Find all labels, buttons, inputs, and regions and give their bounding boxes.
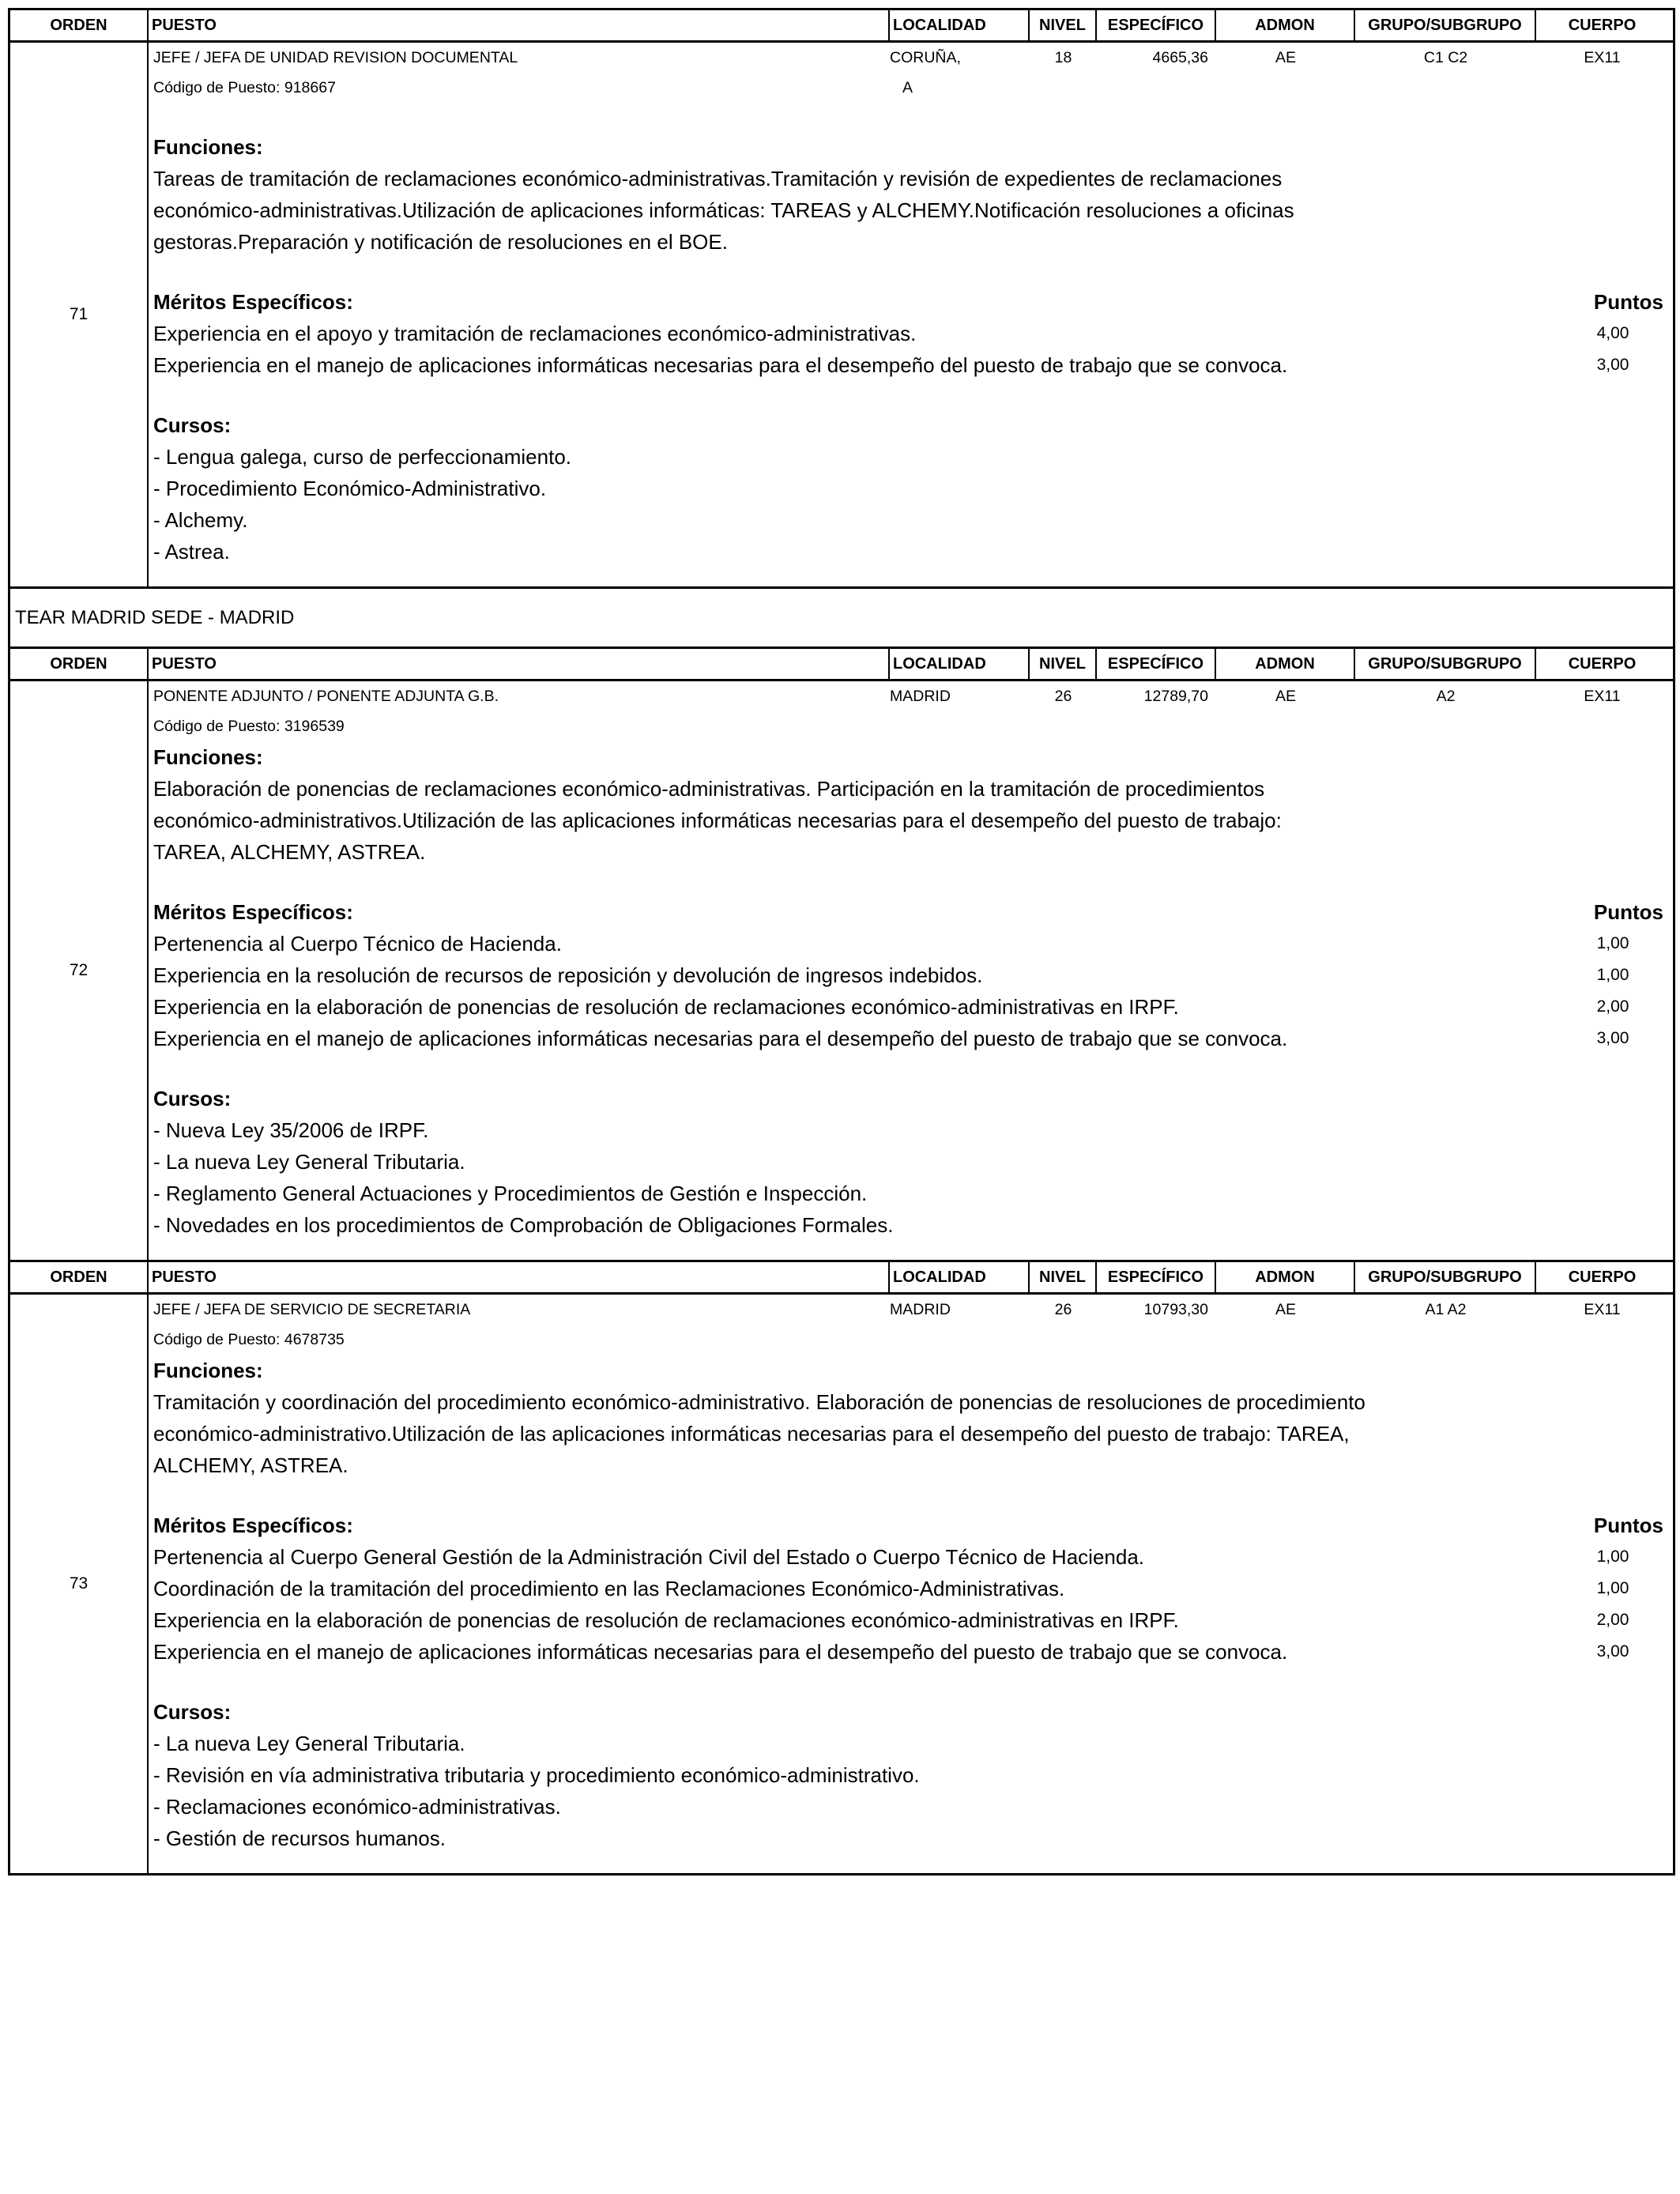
funciones-line: gestoras.Preparación y notificación de resoluciones en el BOE. <box>153 229 728 254</box>
entry-puesto: JEFE / JEFA DE SERVICIO DE SECRETARIA <box>153 1300 471 1318</box>
entry-especifico: 4665,36 <box>1152 48 1208 66</box>
merit-points: 4,00 <box>1596 324 1629 342</box>
merit-points: 1,00 <box>1596 1579 1629 1597</box>
header-localidad: LOCALIDAD <box>890 649 1030 679</box>
header-admon: ADMON <box>1216 649 1355 679</box>
curso-item: - Lengua galega, curso de perfeccionamiento. <box>153 444 572 469</box>
table-header <box>10 649 1673 681</box>
entry-codigo: Código de Puesto: 4678735 <box>153 1330 345 1348</box>
entry-main-row <box>153 43 1668 73</box>
header-nivel: NIVEL <box>1030 649 1097 679</box>
merit-row <box>153 1636 1668 1668</box>
header-especifico: ESPECÍFICO <box>1097 649 1216 679</box>
entry-73 <box>10 1295 1673 1875</box>
table-header <box>10 10 1673 43</box>
entry-codigo-row <box>153 73 1668 103</box>
header-nivel: NIVEL <box>1030 1262 1097 1292</box>
header-puesto: PUESTO <box>149 649 890 679</box>
entry-body <box>149 681 1668 1260</box>
curso-item: - Procedimiento Económico-Administrativo. <box>153 476 547 500</box>
curso-item: - Revisión en vía administrativa tributaria y procedimiento económico-administrativo. <box>153 1762 920 1787</box>
entry-localidad: CORUÑA, <box>890 48 961 66</box>
entry-puesto: JEFE / JEFA DE UNIDAD REVISION DOCUMENTAL <box>153 48 518 66</box>
header-orden: ORDEN <box>10 1262 149 1292</box>
entry-cuerpo: EX11 <box>1584 48 1621 66</box>
entry-codigo-row <box>153 711 1668 741</box>
merit-row <box>153 1541 1668 1573</box>
meritos-title <box>153 1510 1668 1541</box>
entry-nivel: 18 <box>1054 48 1072 66</box>
header-admon: ADMON <box>1216 1262 1355 1292</box>
curso-item: - Reclamaciones económico-administrativas. <box>153 1794 561 1819</box>
entry-body <box>149 1295 1668 1873</box>
entry-especifico: 12789,70 <box>1143 687 1208 705</box>
merit-text: Pertenencia al Cuerpo Técnico de Hacienda. <box>153 931 562 956</box>
funciones-title: Funciones: <box>153 745 263 769</box>
entry-localidad: MADRID <box>890 687 951 705</box>
entry-nivel: 26 <box>1054 687 1072 705</box>
entry-admon: AE <box>1275 48 1296 66</box>
header-puesto: PUESTO <box>149 10 890 40</box>
funciones-line: económico-administrativo.Utilización de las aplicaciones informáticas necesarias para el desempeño del puesto de trabajo: TAREA, <box>153 1421 1350 1446</box>
merit-row <box>153 349 1668 381</box>
merit-row <box>153 991 1668 1023</box>
funciones-line: TAREA, ALCHEMY, ASTREA. <box>153 839 426 864</box>
header-cuerpo: CUERPO <box>1568 1268 1637 1286</box>
meritos-label: Méritos Específicos: <box>153 289 353 314</box>
funciones-line: económico-administrativos.Utilización de las aplicaciones informáticas necesarias para el desempeño del puesto de trabajo: <box>153 808 1282 832</box>
entry-grupo: A2 <box>1436 687 1456 705</box>
merit-text: Pertenencia al Cuerpo General Gestión de la Administración Civil del Estado o Cuerpo Técnico de Hacienda. <box>153 1544 1145 1569</box>
merit-text: Experiencia en el apoyo y tramitación de reclamaciones económico-administrativas. <box>153 321 917 345</box>
entry-orden: 73 <box>10 1295 149 1873</box>
curso-item: - Reglamento General Actuaciones y Procedimientos de Gestión e Inspección. <box>153 1181 868 1205</box>
merit-text: Experiencia en el manejo de aplicaciones informáticas necesarias para el desempeño del puesto de trabajo que se convoca. <box>153 1026 1288 1050</box>
entry-nivel: 26 <box>1054 1300 1072 1318</box>
funciones-line: Tareas de tramitación de reclamaciones económico-administrativas.Tramitación y revisión de expedientes de reclamaciones <box>153 166 1283 190</box>
header-especifico: ESPECÍFICO <box>1097 1262 1216 1292</box>
funciones-title: Funciones: <box>153 1358 263 1382</box>
header-admon: ADMON <box>1216 10 1355 40</box>
entry-codigo: Código de Puesto: 3196539 <box>153 717 345 735</box>
entry-72 <box>10 681 1673 1262</box>
header-nivel: NIVEL <box>1030 10 1097 40</box>
header-localidad: LOCALIDAD <box>890 1262 1030 1292</box>
merit-row <box>153 928 1668 959</box>
sede-heading: TEAR MADRID SEDE - MADRID <box>10 589 1673 649</box>
meritos-title <box>153 286 1668 318</box>
merit-text: Experiencia en el manejo de aplicaciones informáticas necesarias para el desempeño del puesto de trabajo que se convoca. <box>153 1639 1288 1664</box>
entry-admon: AE <box>1275 687 1296 705</box>
curso-item: - Gestión de recursos humanos. <box>153 1826 446 1850</box>
merit-row <box>153 1573 1668 1604</box>
document-table <box>8 8 1675 1875</box>
curso-item: - La nueva Ley General Tributaria. <box>153 1731 465 1755</box>
header-orden: ORDEN <box>10 10 149 40</box>
entry-main-row <box>153 681 1668 711</box>
entry-puesto: PONENTE ADJUNTO / PONENTE ADJUNTA G.B. <box>153 687 499 705</box>
cursos-title: Cursos: <box>153 413 232 437</box>
header-cuerpo: CUERPO <box>1568 16 1637 34</box>
funciones-line: económico-administrativas.Utilización de aplicaciones informáticas: TAREAS y ALCHEMY.Notificación resoluciones a oficinas <box>153 198 1294 222</box>
header-localidad: LOCALIDAD <box>890 10 1030 40</box>
merit-points: 1,00 <box>1596 934 1629 952</box>
entry-orden: 71 <box>10 43 149 586</box>
funciones-line: Elaboración de ponencias de reclamaciones económico-administrativas. Participación en la tramitación de procedimientos <box>153 776 1265 801</box>
entry-cuerpo: EX11 <box>1584 1300 1621 1318</box>
puntos-header: Puntos <box>1593 899 1663 924</box>
funciones-line: Tramitación y coordinación del procedimiento económico-administrativo. Elaboración de ponencias de resoluciones de procedimiento <box>153 1389 1365 1414</box>
merit-points: 1,00 <box>1596 966 1629 984</box>
entry-localidad-cont: A <box>902 78 913 96</box>
merit-text: Coordinación de la tramitación del procedimiento en las Reclamaciones Económico-Administrativas. <box>153 1576 1065 1600</box>
header-cuerpo: CUERPO <box>1568 654 1637 673</box>
merit-points: 3,00 <box>1596 356 1629 374</box>
cursos-title: Cursos: <box>153 1699 232 1724</box>
meritos-label: Méritos Específicos: <box>153 1513 353 1537</box>
header-grupo: GRUPO/SUBGRUPO <box>1355 10 1536 40</box>
entry-especifico: 10793,30 <box>1143 1300 1208 1318</box>
funciones-line: ALCHEMY, ASTREA. <box>153 1453 348 1477</box>
table-header <box>10 1262 1673 1295</box>
merit-text: Experiencia en la resolución de recursos de reposición y devolución de ingresos indebidos. <box>153 963 983 987</box>
meritos-label: Méritos Específicos: <box>153 899 353 924</box>
merit-row <box>153 1604 1668 1636</box>
merit-text: Experiencia en la elaboración de ponencias de resolución de reclamaciones económico-administrativas en IRPF. <box>153 1608 1179 1632</box>
merit-text: Experiencia en el manejo de aplicaciones informáticas necesarias para el desempeño del puesto de trabajo que se convoca. <box>153 352 1288 377</box>
merit-points: 3,00 <box>1596 1029 1629 1047</box>
merit-row <box>153 318 1668 349</box>
meritos-title <box>153 896 1668 928</box>
curso-item: - La nueva Ley General Tributaria. <box>153 1149 465 1174</box>
merit-row <box>153 959 1668 991</box>
entry-orden: 72 <box>10 681 149 1260</box>
entry-body <box>149 43 1668 586</box>
merit-text: Experiencia en la elaboración de ponencias de resolución de reclamaciones económico-administrativas en IRPF. <box>153 994 1179 1019</box>
merit-points: 2,00 <box>1596 997 1629 1016</box>
header-puesto: PUESTO <box>149 1262 890 1292</box>
curso-item: - Alchemy. <box>153 507 248 532</box>
curso-item: - Novedades en los procedimientos de Comprobación de Obligaciones Formales. <box>153 1212 894 1237</box>
entry-main-row <box>153 1295 1668 1325</box>
entry-grupo: C1 C2 <box>1423 48 1468 66</box>
puntos-header: Puntos <box>1593 1513 1663 1537</box>
header-grupo: GRUPO/SUBGRUPO <box>1355 649 1536 679</box>
cursos-title: Cursos: <box>153 1086 232 1110</box>
merit-points: 1,00 <box>1596 1547 1629 1566</box>
entry-admon: AE <box>1275 1300 1296 1318</box>
header-grupo: GRUPO/SUBGRUPO <box>1355 1262 1536 1292</box>
entry-localidad: MADRID <box>890 1300 951 1318</box>
merit-points: 3,00 <box>1596 1642 1629 1661</box>
entry-codigo: Código de Puesto: 918667 <box>153 78 336 96</box>
curso-item: - Astrea. <box>153 539 230 564</box>
header-orden: ORDEN <box>10 649 149 679</box>
merit-row <box>153 1023 1668 1054</box>
entry-grupo: A1 A2 <box>1425 1300 1467 1318</box>
funciones-title: Funciones: <box>153 134 263 159</box>
curso-item: - Nueva Ley 35/2006 de IRPF. <box>153 1118 429 1142</box>
puntos-header: Puntos <box>1593 289 1663 314</box>
entry-71 <box>10 43 1673 589</box>
entry-codigo-row <box>153 1325 1668 1355</box>
merit-points: 2,00 <box>1596 1611 1629 1629</box>
entry-cuerpo: EX11 <box>1584 687 1621 705</box>
header-especifico: ESPECÍFICO <box>1097 10 1216 40</box>
